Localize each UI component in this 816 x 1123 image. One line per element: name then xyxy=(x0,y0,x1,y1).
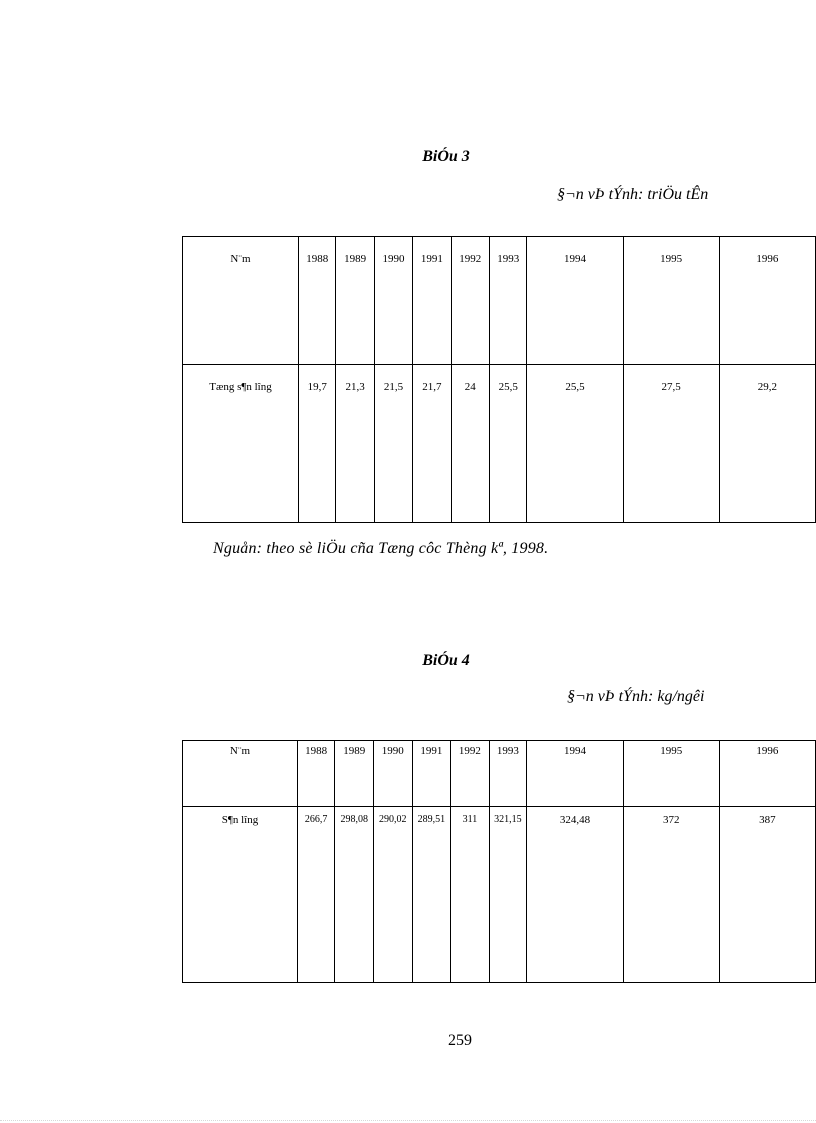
table4-header-label: N¨m xyxy=(183,741,298,807)
table4-year: 1996 xyxy=(719,741,815,807)
table4-value: 321,15 xyxy=(489,807,527,983)
table4-value: 311 xyxy=(451,807,489,983)
table4-value: 266,7 xyxy=(297,807,334,983)
table4-year: 1988 xyxy=(297,741,334,807)
table3-value: 19,7 xyxy=(298,365,335,523)
table3-row-label: Tæng s¶n lîng xyxy=(183,365,299,523)
table4-value: 289,51 xyxy=(412,807,451,983)
table3-year: 1995 xyxy=(623,237,719,365)
table3-value: 25,5 xyxy=(489,365,526,523)
table3-year: 1994 xyxy=(527,237,623,365)
table4-value: 298,08 xyxy=(335,807,374,983)
table3-title: BiÓu 3 xyxy=(422,148,470,165)
table3-unit: §¬n vÞ tÝnh: triÖu tÊn xyxy=(557,186,709,203)
table3-year: 1988 xyxy=(298,237,335,365)
table4-value: 372 xyxy=(623,807,719,983)
table4-year: 1991 xyxy=(412,741,451,807)
table3-year: 1996 xyxy=(719,237,815,365)
table4 xyxy=(182,740,816,983)
table3-header-label: N¨m xyxy=(183,237,299,365)
page-number: 259 xyxy=(448,1032,472,1049)
table4-header-row xyxy=(183,741,816,807)
table4-year: 1992 xyxy=(451,741,489,807)
table3-value: 21,5 xyxy=(374,365,412,523)
table3-year: 1992 xyxy=(451,237,489,365)
page-bottom-rule xyxy=(0,1120,816,1121)
table3-header-row xyxy=(183,237,816,365)
source-note: Nguån: theo sè liÖu cña Tæng côc Thèng kª, 1998. xyxy=(213,540,549,557)
table4-value: 290,02 xyxy=(374,807,413,983)
table3-year: 1991 xyxy=(413,237,451,365)
table3-value: 21,7 xyxy=(413,365,451,523)
table3-value-row xyxy=(183,365,816,523)
table4-year: 1989 xyxy=(335,741,374,807)
table3 xyxy=(182,236,816,523)
table3-value: 25,5 xyxy=(527,365,623,523)
table4-year: 1993 xyxy=(489,741,527,807)
table4-unit: §¬n vÞ tÝnh: kg/ngêi xyxy=(567,688,705,705)
table3-year: 1989 xyxy=(336,237,374,365)
table4-title: BiÓu 4 xyxy=(422,652,470,669)
table4-year: 1995 xyxy=(623,741,719,807)
table3-value: 21,3 xyxy=(336,365,374,523)
table4-value: 324,48 xyxy=(527,807,623,983)
table4-year: 1994 xyxy=(527,741,623,807)
table3-year: 1993 xyxy=(489,237,526,365)
table3-year: 1990 xyxy=(374,237,412,365)
table4-year: 1990 xyxy=(374,741,413,807)
table3-value: 29,2 xyxy=(719,365,815,523)
table3-value: 27,5 xyxy=(623,365,719,523)
table4-value-row xyxy=(183,807,816,983)
table4-value: 387 xyxy=(719,807,815,983)
table4-row-label: S¶n lîng xyxy=(183,807,298,983)
table3-value: 24 xyxy=(451,365,489,523)
